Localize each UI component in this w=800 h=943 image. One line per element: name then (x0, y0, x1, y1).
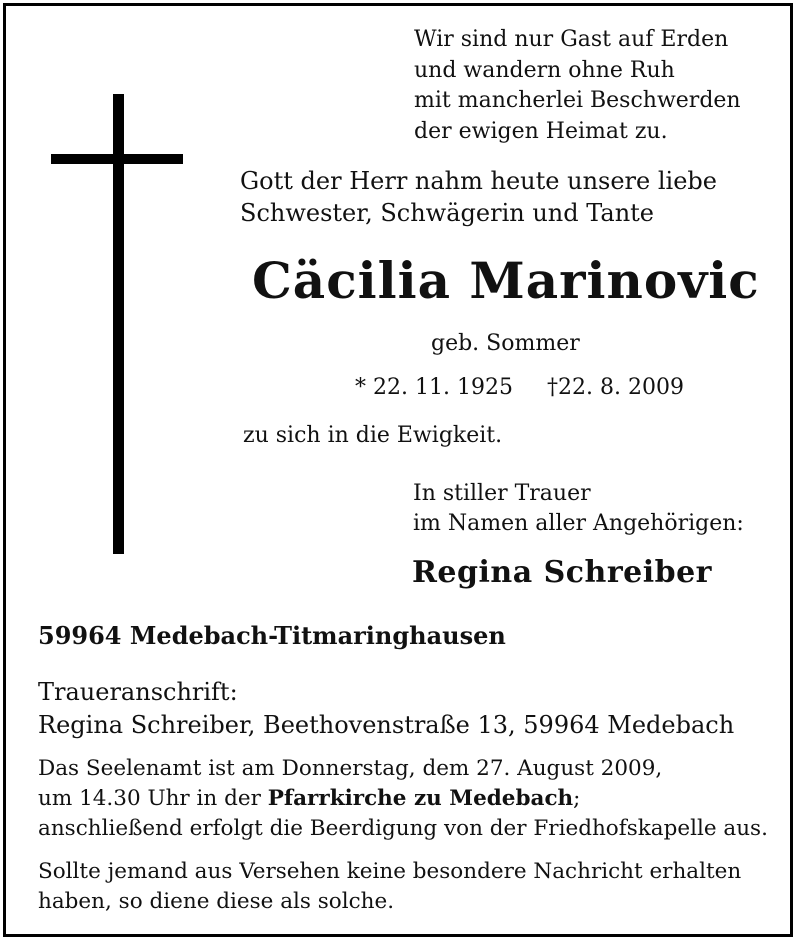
mourning-line: In stiller Trauer (413, 481, 591, 506)
address-label: Traueranschrift: (38, 678, 238, 706)
poem-line: und wandern ohne Ruh (414, 57, 675, 83)
service-line (38, 784, 768, 814)
poem-line: Wir sind nur Gast auf Erden (414, 27, 729, 52)
service-line: Das Seelenamt ist am Donnerstag, dem 27. August 2009, (38, 756, 663, 781)
death-info (547, 375, 684, 400)
birth-date: 22. 11. 1925 (373, 375, 513, 400)
birth-info (355, 375, 513, 400)
service-details (38, 754, 768, 844)
poem-line: mit mancherlei Beschwerden (414, 88, 741, 113)
deceased-name: Cäcilia Marinovic (252, 251, 760, 310)
poem-line: der ewigen Heimat zu. (414, 118, 668, 144)
address-value: Regina Schreiber, Beethovenstraße 13, 59964 Medebach (38, 711, 735, 739)
poem (414, 25, 741, 147)
signer-name: Regina Schreiber (412, 555, 712, 590)
service-church: Pfarrkirche zu Medebach (267, 786, 574, 811)
death-date: 22. 8. 2009 (558, 375, 684, 400)
intro-line: Schwester, Schwägerin und Tante (240, 199, 654, 227)
note-line: haben, so diene diese als solche. (38, 889, 395, 914)
eternity-line: zu sich in die Ewigkeit. (243, 423, 503, 448)
cross-horizontal-bar (51, 154, 183, 164)
maiden-name: geb. Sommer (431, 331, 580, 356)
mourning-address (38, 676, 734, 742)
death-symbol: † (547, 375, 558, 400)
mourning-text (413, 479, 744, 539)
service-line: anschließend erfolgt die Beerdigung von der Friedhofskapelle aus. (38, 816, 768, 841)
note-line: Sollte jemand aus Versehen keine besondere Nachricht erhalten (38, 859, 742, 884)
birth-symbol: * (355, 375, 366, 400)
service-time: um 14.30 Uhr in der (38, 786, 268, 811)
intro-line: Gott der Herr nahm heute unsere liebe (240, 167, 717, 195)
service-punct: ; (573, 786, 581, 811)
closing-note (38, 857, 741, 917)
intro-text (240, 165, 717, 229)
location-heading: 59964 Medebach-Titmaringhausen (38, 621, 506, 650)
mourning-line: im Namen aller Angehörigen: (413, 511, 744, 536)
